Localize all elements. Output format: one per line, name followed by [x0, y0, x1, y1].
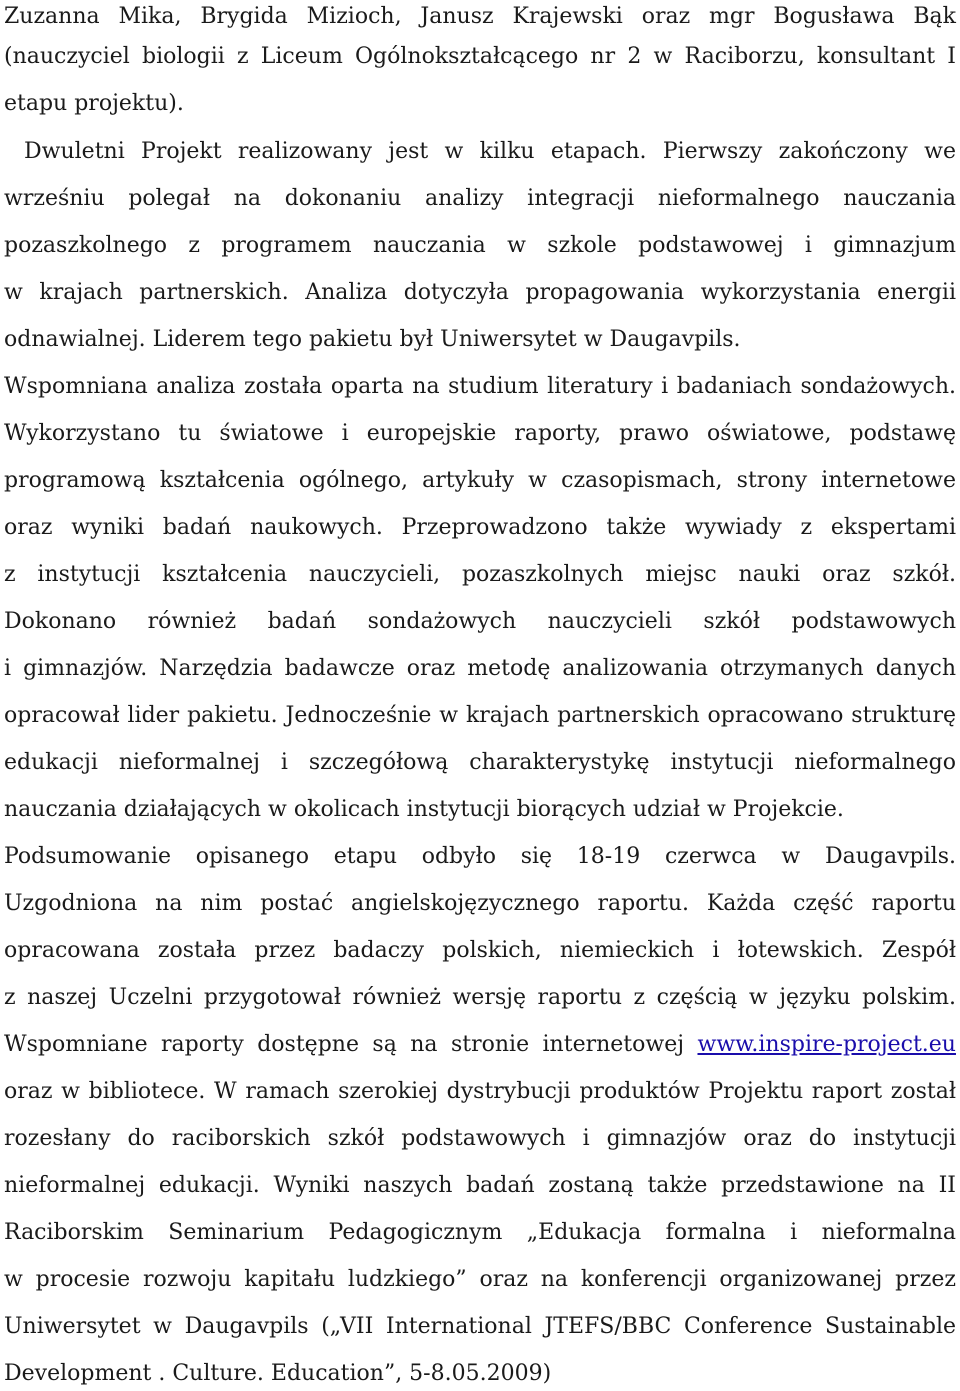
- text-line: w krajach partnerskich. Analiza dotyczyła propagowania wykorzystania energii: [4, 280, 956, 305]
- text-line: Uzgodniona na nim postać angielskojęzycznego raportu. Każda część raportu: [4, 891, 956, 916]
- text-line: Wspomniana analiza została oparta na studium literatury i badaniach sondażowych.: [4, 374, 956, 399]
- text-line: opracował lider pakietu. Jednocześnie w krajach partnerskich opracowano strukturę: [4, 703, 956, 728]
- text-line: wrześniu polegał na dokonaniu analizy integracji nieformalnego nauczania: [4, 186, 956, 211]
- text-line: pozaszkolnego z programem nauczania w szkole podstawowej i gimnazjum: [4, 233, 956, 258]
- text-line: nauczania działających w okolicach instytucji biorących udział w Projekcie.: [4, 797, 844, 822]
- paragraph-first-line: Dwuletni Projekt realizowany jest w kilku etapach. Pierwszy zakończony we: [24, 139, 956, 164]
- text-line-with-link: [4, 1028, 956, 1062]
- text-line: z naszej Uczelni przygotował również wersję raportu z częścią w języku polskim.: [4, 985, 956, 1010]
- text-line: Dokonano również badań sondażowych nauczycieli szkół podstawowych: [4, 609, 956, 634]
- text-line: rozesłany do raciborskich szkół podstawowych i gimnazjów oraz do instytucji: [4, 1126, 956, 1151]
- text-line: oraz w bibliotece. W ramach szerokiej dystrybucji produktów Projektu raport został: [4, 1079, 956, 1104]
- text-line: Raciborskim Seminarium Pedagogicznym „Edukacja formalna i nieformalna: [4, 1220, 956, 1245]
- text-segment: Wspomniane raporty dostępne są na stronie internetowej: [4, 1032, 685, 1057]
- text-line: Podsumowanie opisanego etapu odbyło się 18-19 czerwca w Daugavpils.: [4, 844, 956, 869]
- text-line: i gimnazjów. Narzędzia badawcze oraz metodę analizowania otrzymanych danych: [4, 656, 956, 681]
- text-line: odnawialnej. Liderem tego pakietu był Uniwersytet w Daugavpils.: [4, 327, 741, 352]
- inspire-project-link[interactable]: www.inspire-project.eu: [697, 1032, 956, 1057]
- text-line: Uniwersytet w Daugavpils („VII International JTEFS/BBC Conference Sustainable: [4, 1314, 956, 1339]
- text-line: etapu projektu).: [4, 91, 184, 116]
- text-line: edukacji nieformalnej i szczegółową charakterystykę instytucji nieformalnego: [4, 750, 956, 775]
- text-line: (nauczyciel biologii z Liceum Ogólnokształcącego nr 2 w Raciborzu, konsultant I: [4, 44, 956, 69]
- text-line: Development . Culture. Education”, 5-8.05.2009): [4, 1361, 552, 1386]
- text-line: w procesie rozwoju kapitału ludzkiego” oraz na konferencji organizowanej przez: [4, 1267, 956, 1292]
- text-line: Zuzanna Mika, Brygida Mizioch, Janusz Krajewski oraz mgr Bogusława Bąk: [4, 4, 956, 29]
- text-line: oraz wyniki badań naukowych. Przeprowadzono także wywiady z ekspertami: [4, 515, 956, 540]
- text-line: nieformalnej edukacji. Wyniki naszych badań zostaną także przedstawione na II: [4, 1173, 956, 1198]
- text-line: opracowana została przez badaczy polskich, niemieckich i łotewskich. Zespół: [4, 938, 956, 963]
- text-line: z instytucji kształcenia nauczycieli, pozaszkolnych miejsc nauki oraz szkół.: [4, 562, 956, 587]
- text-line: Wykorzystano tu światowe i europejskie raporty, prawo oświatowe, podstawę: [4, 421, 956, 446]
- text-line: programową kształcenia ogólnego, artykuły w czasopismach, strony internetowe: [4, 468, 956, 493]
